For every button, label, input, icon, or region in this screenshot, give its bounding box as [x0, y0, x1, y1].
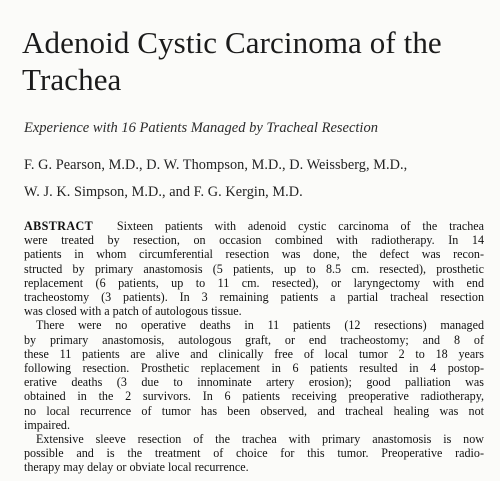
abstract-p2-line-8: impaired.	[24, 417, 71, 432]
abstract-p3-line-1: Extensive sleeve resection of the trachea with primary anastomosis is now	[36, 432, 484, 447]
article-subtitle: Experience with 16 Patients Managed by Tracheal Resection	[24, 120, 378, 136]
abstract	[24, 219, 484, 475]
abstract-p2-line-7: no local recurrence of tumor has been observed, and tracheal healing was not	[24, 403, 484, 418]
abstract-p3-line-3: therapy may delay or obviate local recurrence.	[24, 460, 249, 475]
abstract-p2-line-5: erative deaths (3 due to innominate artery erosion); good palliation was	[24, 375, 484, 390]
abstract-p2-line-1: There were no operative deaths in 11 patients (12 resections) managed	[36, 318, 484, 333]
author-line-2: W. J. K. Simpson, M.D., and F. G. Kergin, M.D.	[24, 184, 303, 200]
abstract-p2-line-4: following resection. Prosthetic replacement in 6 patients resulted in 4 postop-	[24, 361, 484, 376]
abstract-p3-line-2: possible and is the treatment of choice for this tumor. Preoperative radio-	[24, 446, 484, 461]
abstract-p2-line-3: these 11 patients are alive and clinically free of local tumor 2 to 18 years	[24, 346, 484, 361]
abstract-p2-line-6: obtained in the 2 survivors. In 6 patients receiving preoperative radiotherapy,	[24, 389, 484, 404]
abstract-p1-line-5: replacement (6 patients, up to 11 cm. resected), or laryngectomy with end	[24, 275, 484, 290]
abstract-p1-line-6: tracheostomy (3 patients). In 3 remaining patients a partial tracheal resection	[24, 290, 484, 305]
abstract-label: ABSTRACT	[24, 219, 94, 233]
article-title-line-1: Adenoid Cystic Carcinoma of the	[22, 25, 442, 60]
abstract-p1-line-3: patients in whom circumferential resection was done, the defect was recon-	[24, 247, 484, 262]
article-title-line-2: Trachea	[22, 62, 122, 97]
abstract-p1-line-7: was closed with a patch of autologous tissue.	[24, 304, 242, 319]
abstract-p2-line-2: by primary anastomosis, autologous graft, or end tracheostomy; and 8 of	[24, 332, 484, 347]
author-line-1: F. G. Pearson, M.D., D. W. Thompson, M.D., D. Weissberg, M.D.,	[24, 157, 408, 173]
abstract-p1-line-4: structed by primary anastomosis (5 patients, up to 8.5 cm. resected), prosthetic	[24, 261, 484, 276]
abstract-p1-line-1-text: Sixteen patients with adenoid cystic carcinoma of the trachea	[116, 219, 485, 233]
abstract-p1-line-1	[24, 219, 484, 233]
article-title	[22, 24, 482, 98]
abstract-p1-line-2: were treated by resection, on occasion combined with radiotherapy. In 14	[24, 233, 484, 248]
author-list	[24, 152, 484, 206]
